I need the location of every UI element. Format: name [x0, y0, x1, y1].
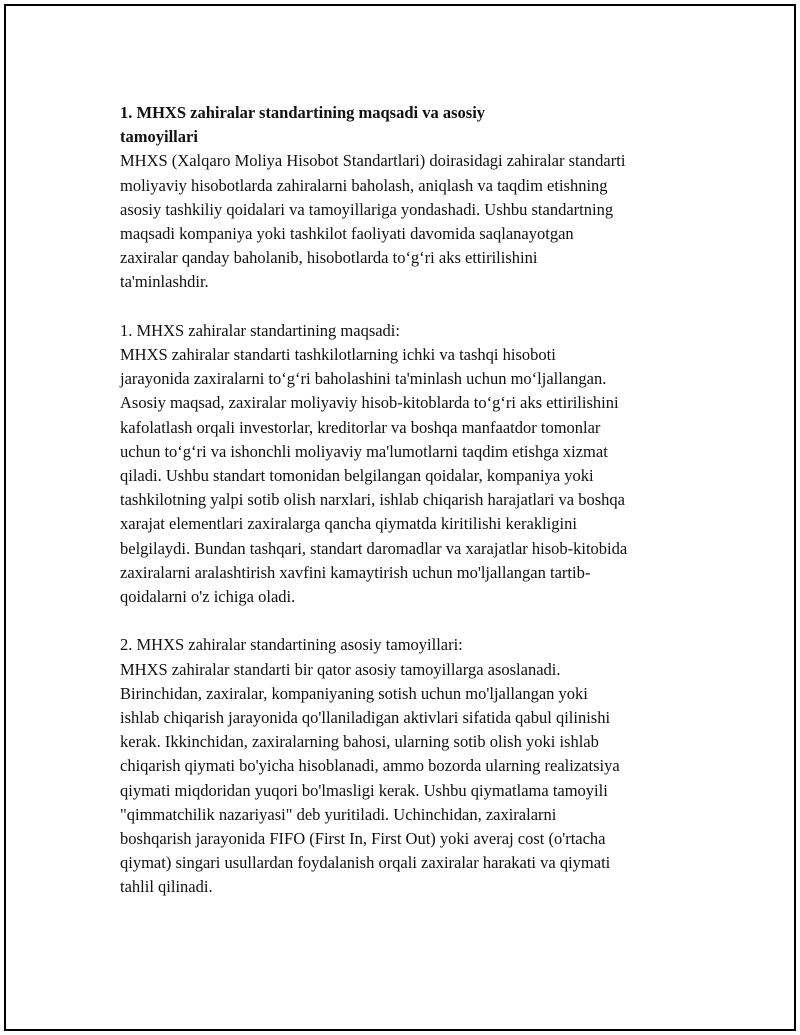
section-principles: 2. MHXS zahiralar standartining asosiy tamoyillari: MHXS zahiralar standarti bir qator asosiy tamoyillarga asoslanadi. Birinchidan, zaxiralar, kompaniyaning sotish uchun mo'ljallangan yoki ishlab chiqarish jarayonida qo'llaniladigan aktivlari sifatida qabul qilinishi kerak. Ikkinchidan, zaxiralarning bahosi, ularning sotib olish yoki ishlab chiqarish qiymati bo'yicha hisoblanadi, ammo bozorda ularning realizatsiya qiymati miqdoridan yuqori bo'lmasligi kerak. Ushbu qiymatlama tamoyili "qimmatchilik nazariyasi" deb yuritiladi. Uchinchidan, zaxiralarni boshqarish jarayonida FIFO (First In, First Out) yoki averaj cost (o'rtacha qiymat) singari usullardan foydalanish orqali zaxiralar harakati va qiymati tahlil qilinadi.: [120, 635, 620, 897]
intro-paragraph: MHXS (Xalqaro Moliya Hisobot Standartlari) doirasidagi zahiralar standarti moliyaviy hisobotlarda zahiralarni baholash, aniqlash va taqdim etishning asosiy tashkiliy qoidalari va tamoyillariga yondashadi. Ushbu standartning maqsadi kompaniya yoki tashkilot faoliyati davomida saqlanayotgan zaxiralar qanday baholanib, hisobotlarda to‘g‘ri aks ettirilishini ta'minlashdir.: [120, 151, 626, 292]
section-purpose: 1. MHXS zahiralar standartining maqsadi: MHXS zahiralar standarti tashkilotlarning ichki va tashqi hisoboti jarayonida zaxiralarni to‘g‘ri baholashini ta'minlash uchun mo‘ljallangan. Asosiy maqsad, zaxiralar moliyaviy hisob-kitoblarda to‘g‘ri aks ettirilishini kafolatlash orqali investorlar, kreditorlar va boshqa manfaatdor tomonlar uchun to‘g‘ri va ishonchli moliyaviy ma'lumotlarni taqdim etishga xizmat qiladi. Ushbu standart tomonidan belgilangan qoidalar, kompaniya yoki tashkilotning yalpi sotib olish narxlari, ishlab chiqarish harajatlari va boshqa xarajat elementlari zaxiralarga qancha qiymatda kiritilishi kerakligini belgilaydi. Bundan tashqari, standart daromadlar va xarajatlar hisob-kitobida zaxiralarni aralashtirish xavfini kamaytirish uchun mo'ljallangan tartib- qoidalarni o'z ichiga oladi.: [120, 320, 628, 607]
paragraph-spacer: [120, 609, 695, 633]
page-title: 1. MHXS zahiralar standartining maqsadi va asosiy tamoyillari: [120, 103, 486, 147]
document-body: [120, 101, 695, 900]
page-border: [4, 4, 796, 1031]
paragraph-spacer: [120, 295, 695, 319]
